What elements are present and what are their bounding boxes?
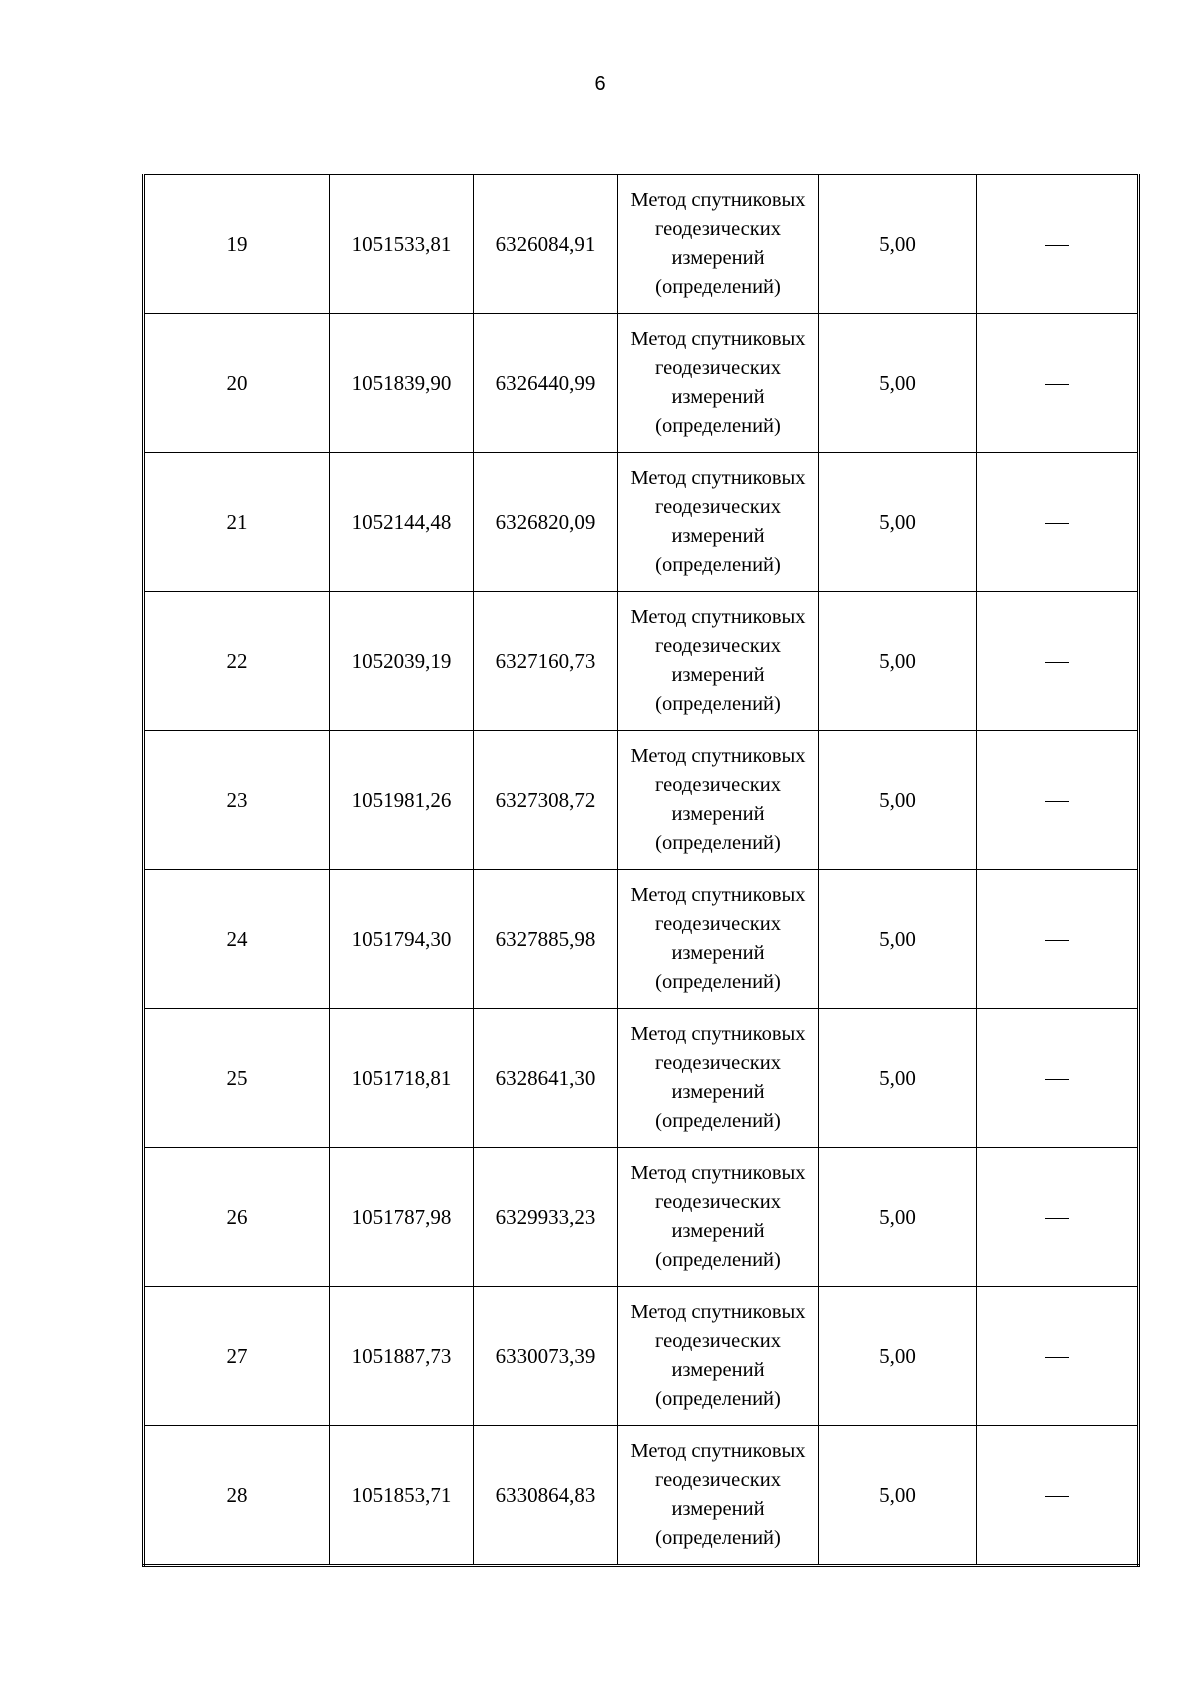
method-text-line: Метод спутниковых (630, 1440, 806, 1462)
method-text-line: геодезических (655, 1191, 781, 1213)
method-text-line: (определений) (655, 1527, 781, 1549)
dash-mark (1045, 1218, 1069, 1219)
accuracy-cell: 5,00 (819, 453, 977, 592)
method-cell (618, 1009, 819, 1148)
method-cell (618, 1287, 819, 1426)
table-row (144, 1009, 1139, 1148)
method-text-line: Метод спутниковых (630, 189, 806, 211)
method-text-line: геодезических (655, 913, 781, 935)
note-cell (977, 870, 1139, 1009)
x-coordinate-cell: 1052144,48 (330, 453, 474, 592)
dash-mark (1045, 1496, 1069, 1497)
method-text-line: Метод спутниковых (630, 328, 806, 350)
point-number-cell: 20 (144, 314, 330, 453)
note-text (1069, 1342, 1070, 1343)
accuracy-cell: 5,00 (819, 731, 977, 870)
dash-mark (1045, 662, 1069, 663)
y-coordinate-cell: 6328641,30 (474, 1009, 618, 1148)
y-coordinate-cell: 6329933,23 (474, 1148, 618, 1287)
method-text-line: измерений (671, 664, 765, 686)
table-row (144, 1287, 1139, 1426)
note-cell (977, 592, 1139, 731)
method-text-line: геодезических (655, 635, 781, 657)
method-text-line: измерений (671, 386, 765, 408)
y-coordinate-cell: 6327160,73 (474, 592, 618, 731)
point-number-cell: 23 (144, 731, 330, 870)
method-cell (618, 731, 819, 870)
point-number-cell: 19 (144, 175, 330, 314)
accuracy-cell: 5,00 (819, 1009, 977, 1148)
table-row (144, 1426, 1139, 1566)
note-text (1069, 508, 1070, 509)
x-coordinate-cell: 1051718,81 (330, 1009, 474, 1148)
table-row (144, 731, 1139, 870)
y-coordinate-cell: 6327885,98 (474, 870, 618, 1009)
y-coordinate-cell: 6326440,99 (474, 314, 618, 453)
point-number-cell: 21 (144, 453, 330, 592)
method-text-line: (определений) (655, 1388, 781, 1410)
dash-mark (1045, 1079, 1069, 1080)
note-cell (977, 175, 1139, 314)
method-text-line: (определений) (655, 415, 781, 437)
accuracy-cell: 5,00 (819, 175, 977, 314)
note-text (1069, 230, 1070, 231)
table-row (144, 870, 1139, 1009)
method-text-line: измерений (671, 942, 765, 964)
accuracy-cell: 5,00 (819, 1426, 977, 1566)
accuracy-cell: 5,00 (819, 870, 977, 1009)
point-number-cell: 27 (144, 1287, 330, 1426)
method-text-line: измерений (671, 247, 765, 269)
point-number-cell: 22 (144, 592, 330, 731)
accuracy-cell: 5,00 (819, 592, 977, 731)
dash-mark (1045, 940, 1069, 941)
table-row (144, 314, 1139, 453)
method-cell (618, 453, 819, 592)
y-coordinate-cell: 6330864,83 (474, 1426, 618, 1566)
note-text (1069, 369, 1070, 370)
dash-mark (1045, 523, 1069, 524)
note-cell (977, 314, 1139, 453)
method-text-line: (определений) (655, 1249, 781, 1271)
x-coordinate-cell: 1051887,73 (330, 1287, 474, 1426)
dash-mark (1045, 245, 1069, 246)
method-text-line: Метод спутниковых (630, 745, 806, 767)
y-coordinate-cell: 6326820,09 (474, 453, 618, 592)
method-text-line: измерений (671, 803, 765, 825)
note-cell (977, 1009, 1139, 1148)
x-coordinate-cell: 1051794,30 (330, 870, 474, 1009)
method-text-line: Метод спутниковых (630, 1023, 806, 1045)
method-text-line: Метод спутниковых (630, 467, 806, 489)
note-cell (977, 1426, 1139, 1566)
method-text-line: измерений (671, 1081, 765, 1103)
method-cell (618, 870, 819, 1009)
method-text-line: геодезических (655, 496, 781, 518)
table-body (144, 175, 1139, 1566)
x-coordinate-cell: 1051839,90 (330, 314, 474, 453)
method-text-line: Метод спутниковых (630, 1301, 806, 1323)
note-text (1069, 1481, 1070, 1482)
point-number-cell: 26 (144, 1148, 330, 1287)
method-text-line: измерений (671, 525, 765, 547)
method-cell (618, 1148, 819, 1287)
accuracy-cell: 5,00 (819, 1287, 977, 1426)
method-cell (618, 314, 819, 453)
coordinates-table (142, 174, 1140, 1567)
method-text-line: (определений) (655, 554, 781, 576)
table-row (144, 1148, 1139, 1287)
method-text-line: геодезических (655, 1052, 781, 1074)
method-text-line: геодезических (655, 357, 781, 379)
note-cell (977, 453, 1139, 592)
note-text (1069, 1203, 1070, 1204)
method-text-line: Метод спутниковых (630, 884, 806, 906)
method-text-line: (определений) (655, 276, 781, 298)
accuracy-cell: 5,00 (819, 314, 977, 453)
method-text-line: измерений (671, 1220, 765, 1242)
table-row (144, 175, 1139, 314)
method-text-line: измерений (671, 1359, 765, 1381)
x-coordinate-cell: 1051981,26 (330, 731, 474, 870)
dash-mark (1045, 1357, 1069, 1358)
point-number-cell: 28 (144, 1426, 330, 1566)
table-row (144, 453, 1139, 592)
method-text-line: Метод спутниковых (630, 606, 806, 628)
y-coordinate-cell: 6327308,72 (474, 731, 618, 870)
note-cell (977, 1287, 1139, 1426)
method-cell (618, 175, 819, 314)
method-cell (618, 1426, 819, 1566)
method-text-line: геодезических (655, 218, 781, 240)
note-text (1069, 1064, 1070, 1065)
note-cell (977, 731, 1139, 870)
method-text-line: геодезических (655, 1469, 781, 1491)
y-coordinate-cell: 6326084,91 (474, 175, 618, 314)
note-text (1069, 786, 1070, 787)
x-coordinate-cell: 1051787,98 (330, 1148, 474, 1287)
dash-mark (1045, 801, 1069, 802)
method-text-line: Метод спутниковых (630, 1162, 806, 1184)
x-coordinate-cell: 1051533,81 (330, 175, 474, 314)
note-text (1069, 647, 1070, 648)
dash-mark (1045, 384, 1069, 385)
x-coordinate-cell: 1052039,19 (330, 592, 474, 731)
method-cell (618, 592, 819, 731)
page-number: 6 (594, 73, 606, 95)
method-text-line: (определений) (655, 832, 781, 854)
y-coordinate-cell: 6330073,39 (474, 1287, 618, 1426)
method-text-line: (определений) (655, 971, 781, 993)
point-number-cell: 24 (144, 870, 330, 1009)
method-text-line: геодезических (655, 1330, 781, 1352)
method-text-line: измерений (671, 1498, 765, 1520)
accuracy-cell: 5,00 (819, 1148, 977, 1287)
method-text-line: (определений) (655, 1110, 781, 1132)
method-text-line: (определений) (655, 693, 781, 715)
x-coordinate-cell: 1051853,71 (330, 1426, 474, 1566)
method-text-line: геодезических (655, 774, 781, 796)
note-text (1069, 925, 1070, 926)
table-row (144, 592, 1139, 731)
point-number-cell: 25 (144, 1009, 330, 1148)
note-cell (977, 1148, 1139, 1287)
